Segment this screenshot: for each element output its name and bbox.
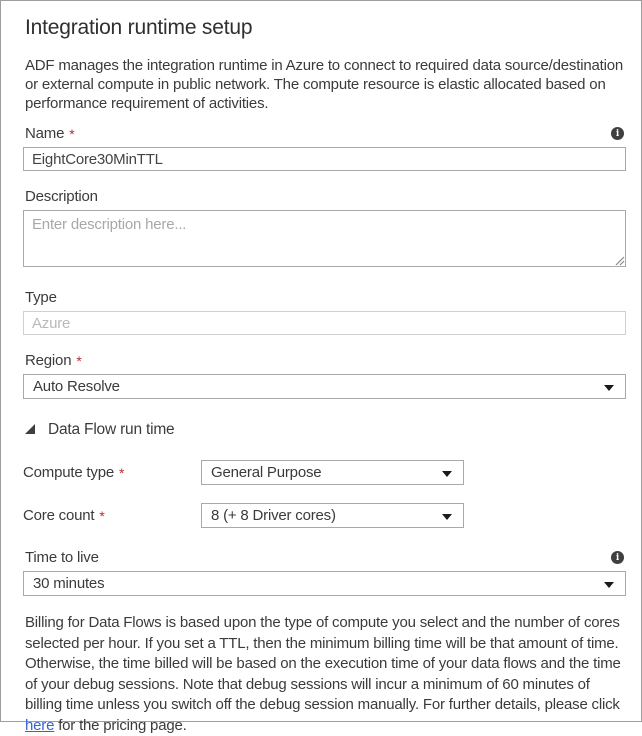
page-title: Integration runtime setup: [25, 16, 253, 39]
dataflow-section-title: Data Flow run time: [48, 421, 175, 438]
info-icon-glyph: i: [615, 552, 620, 563]
compute-type-label-row: [23, 464, 201, 481]
region-dropdown-value: Auto Resolve: [33, 378, 120, 395]
time-to-live-label: Time to live: [25, 549, 99, 566]
section-expanded-icon: [25, 424, 35, 434]
time-to-live-field: [23, 548, 626, 596]
chevron-down-icon: [604, 582, 614, 588]
core-count-label-row: [23, 507, 201, 524]
core-count-row: [23, 503, 626, 528]
billing-text-before-link: Billing for Data Flows is based upon the type of compute you select and the number of cores selected per hour. If you set a TTL, then the minimum billing time will be that amount of time. Otherwise, the time billed will be based on the execution time of your data flows and the time of your debug sessions. Note that debug sessions will incur a minimum of 60 minutes of billing time unless you switch off the debug session manually. For further details, please click: [25, 614, 621, 713]
type-label-row: [25, 288, 626, 307]
name-info-icon[interactable]: [611, 127, 624, 140]
description-textarea-wrap: [23, 210, 626, 267]
description-input[interactable]: [23, 210, 626, 267]
info-icon-glyph: i: [615, 128, 620, 139]
name-input[interactable]: [23, 147, 626, 171]
time-to-live-info-icon[interactable]: [611, 551, 624, 564]
dataflow-section-toggle[interactable]: [25, 421, 626, 439]
compute-type-label: Compute type: [23, 464, 114, 481]
billing-text-after-link: for the pricing page.: [54, 716, 187, 734]
region-label-row: [25, 351, 626, 370]
region-label: Region: [25, 352, 72, 369]
region-required-asterisk: *: [76, 352, 82, 369]
time-to-live-dropdown-value: 30 minutes: [33, 575, 105, 592]
core-count-dropdown[interactable]: [201, 503, 464, 528]
core-count-dropdown-value: 8 (+ 8 Driver cores): [211, 507, 336, 524]
description-field: [23, 187, 626, 267]
region-field: [23, 351, 626, 399]
name-label: Name: [25, 125, 65, 142]
core-count-label: Core count: [23, 507, 95, 524]
chevron-down-icon: [442, 514, 452, 520]
chevron-down-icon: [442, 471, 452, 477]
name-required-asterisk: *: [69, 125, 75, 142]
pricing-page-link[interactable]: here: [25, 716, 55, 734]
compute-type-dropdown[interactable]: [201, 460, 464, 485]
type-label: Type: [25, 289, 57, 306]
type-input: [23, 311, 626, 335]
compute-type-row: [23, 460, 626, 485]
intro-text: ADF manages the integration runtime in Azure to connect to required data source/destination or external compute in public network. The compute resource is elastic allocated based on performance requirement of activities.: [25, 57, 623, 112]
name-label-row: [25, 124, 626, 143]
compute-type-dropdown-value: General Purpose: [211, 464, 322, 481]
chevron-down-icon: [604, 385, 614, 391]
region-dropdown[interactable]: [23, 374, 626, 399]
time-to-live-dropdown[interactable]: [23, 571, 626, 596]
billing-note: [25, 613, 626, 736]
description-label-row: [25, 187, 626, 206]
description-label: Description: [25, 188, 98, 205]
compute-type-required-asterisk: *: [118, 464, 125, 481]
type-field: [23, 288, 626, 335]
core-count-required-asterisk: *: [99, 507, 105, 524]
name-field: [23, 124, 626, 171]
time-to-live-label-row: [25, 548, 626, 567]
